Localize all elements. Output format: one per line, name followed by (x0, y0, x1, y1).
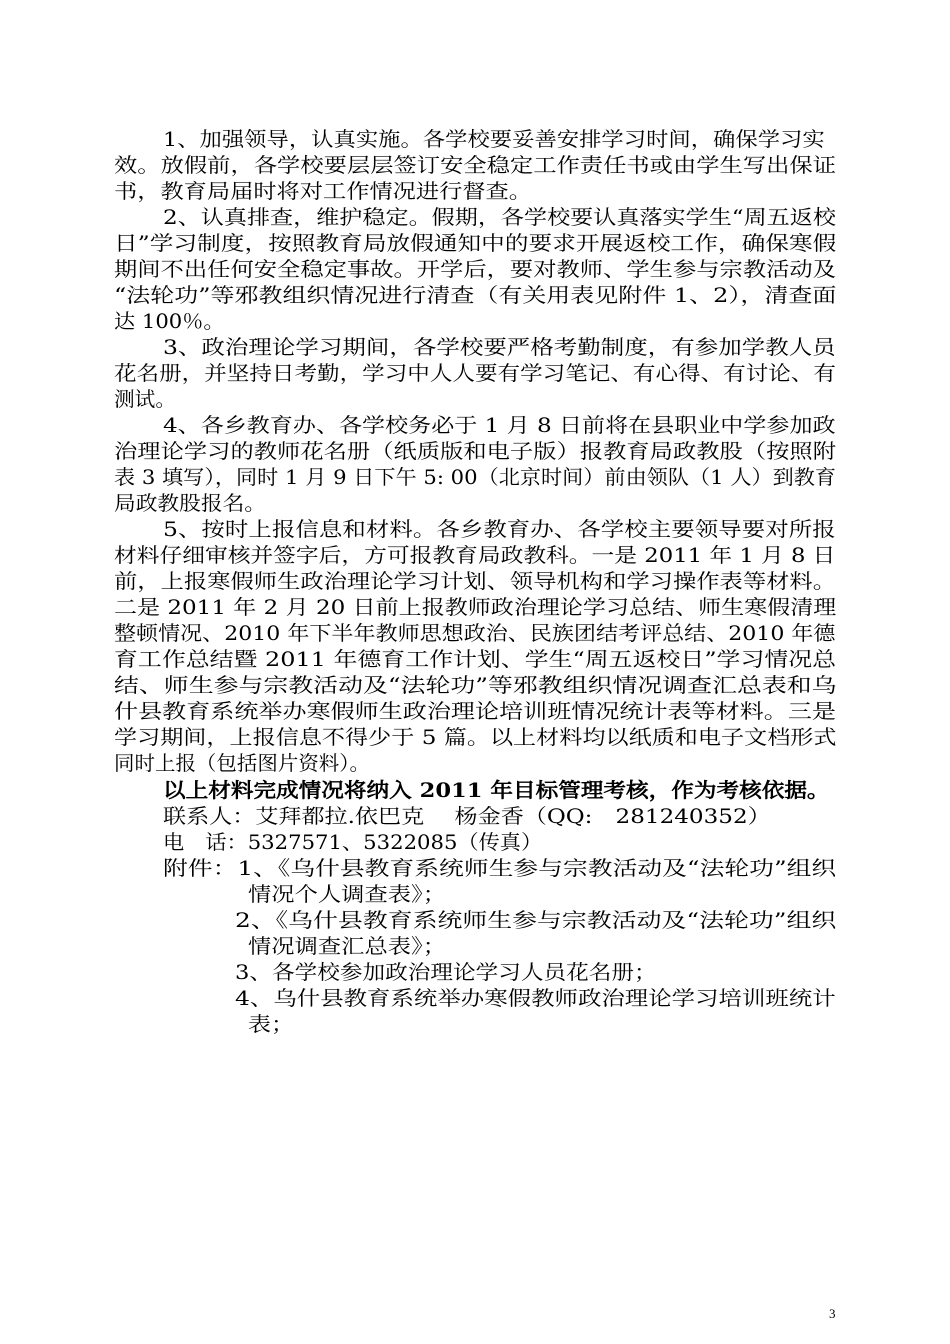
para2-line4: “法轮功”等邪教组织情况进行清查（有关用表见附件 1、2），清查面 (114, 283, 837, 307)
para2-line2: 日”学习制度，按照教育局放假通知中的要求开展返校工作，确保寒假 (114, 231, 837, 255)
para5-line10: 同时上报（包括图片资料）。 (114, 751, 370, 775)
para5-line9: 学习期间，上报信息不得少于 5 篇。以上材料均以纸质和电子文档形式 (114, 725, 837, 749)
para4-line2: 治理论学习的教师花名册（纸质版和电子版）报教育局政教股（按照附 (114, 439, 836, 463)
para2-line1: 2、认真排查，维护稳定。假期，各学校要认真落实学生“周五返校 (163, 205, 836, 229)
para5-line6: 育工作总结暨 2011 年德育工作计划、学生“周五返校日”学习情况总 (114, 647, 837, 671)
para1-line3: 书，教育局届时将对工作情况进行督查。 (114, 179, 532, 203)
para1-line2: 效。放假前，各学校要层层签订安全稳定工作责任书或由学生写出保证 (114, 153, 836, 177)
para4-line1: 4、各乡教育办、各学校务必于 1 月 8 日前将在县职业中学参加政 (163, 413, 836, 437)
para5-line8: 什县教育系统举办寒假师生政治理论培训班情况统计表等材料。三是 (114, 699, 836, 723)
para2-line3: 期间不出任何安全稳定事故。开学后，要对教师、学生参与宗教活动及 (114, 257, 836, 281)
para5-line4: 二是 2011 年 2 月 20 日前上报教师政治理论学习总结、师生寒假清理 (114, 595, 837, 619)
para5-line7: 结、师生参与宗教活动及“法轮功”等邪教组织情况调查汇总表和乌 (114, 673, 837, 697)
para3-line3: 测试。 (114, 387, 176, 411)
para5-line3: 前，上报寒假师生政治理论学习计划、领导机构和学习操作表等材料。 (114, 569, 836, 593)
para3-line2: 花名册，并坚持日考勤，学习中人人要有学习笔记、有心得、有讨论、有 (114, 361, 836, 385)
attachment-line-2: 情况个人调查表》； (248, 882, 446, 906)
attachment-line-6: 4、乌什县教育系统举办寒假教师政治理论学习培训班统计 (235, 986, 836, 1010)
attachment-line-4: 情况调查汇总表》； (248, 934, 446, 958)
attachment-line-3: 2、《乌什县教育系统师生参与宗教活动及“法轮功”组织 (235, 908, 837, 932)
phone-line: 电 话：5327571、5322085（传真） (163, 830, 543, 854)
para1-line1: 1、加强领导，认真实施。各学校要妥善安排学习时间，确保学习实 (163, 127, 825, 151)
para4-line4: 局政教股报名。 (114, 491, 266, 515)
page-number: 3 (829, 1306, 836, 1321)
para2-line5: 达 100％。 (114, 309, 225, 333)
attachment-line-5: 3、各学校参加政治理论学习人员花名册； (235, 960, 657, 984)
para5-line1: 5、按时上报信息和材料。各乡教育办、各学校主要领导要对所报 (163, 517, 836, 541)
para4-line3: 表 3 填写），同时 1 月 9 日下午 5: 00（北京时间）前由领队（1 人）到教育 (114, 465, 837, 489)
assessment-note: 以上材料完成情况将纳入 2011 年目标管理考核，作为考核依据。 (163, 778, 830, 802)
para5-line5: 整顿情况、2010 年下半年教师思想政治、民族团结考评总结、2010 年德 (114, 621, 836, 645)
attachment-line-7: 表； (248, 1012, 294, 1036)
attachment-line-1: 附件：1、《乌什县教育系统师生参与宗教活动及“法轮功”组织 (163, 856, 837, 880)
contacts-line: 联系人：艾拜都拉.依巴克 杨金香（QQ: 281240352） (163, 804, 771, 828)
para5-line2: 材料仔细审核并签字后，方可报教育局政教科。一是 2011 年 1 月 8 日 (114, 543, 836, 567)
para3-line1: 3、政治理论学习期间，各学校要严格考勤制度，有参加学教人员 (163, 335, 836, 359)
